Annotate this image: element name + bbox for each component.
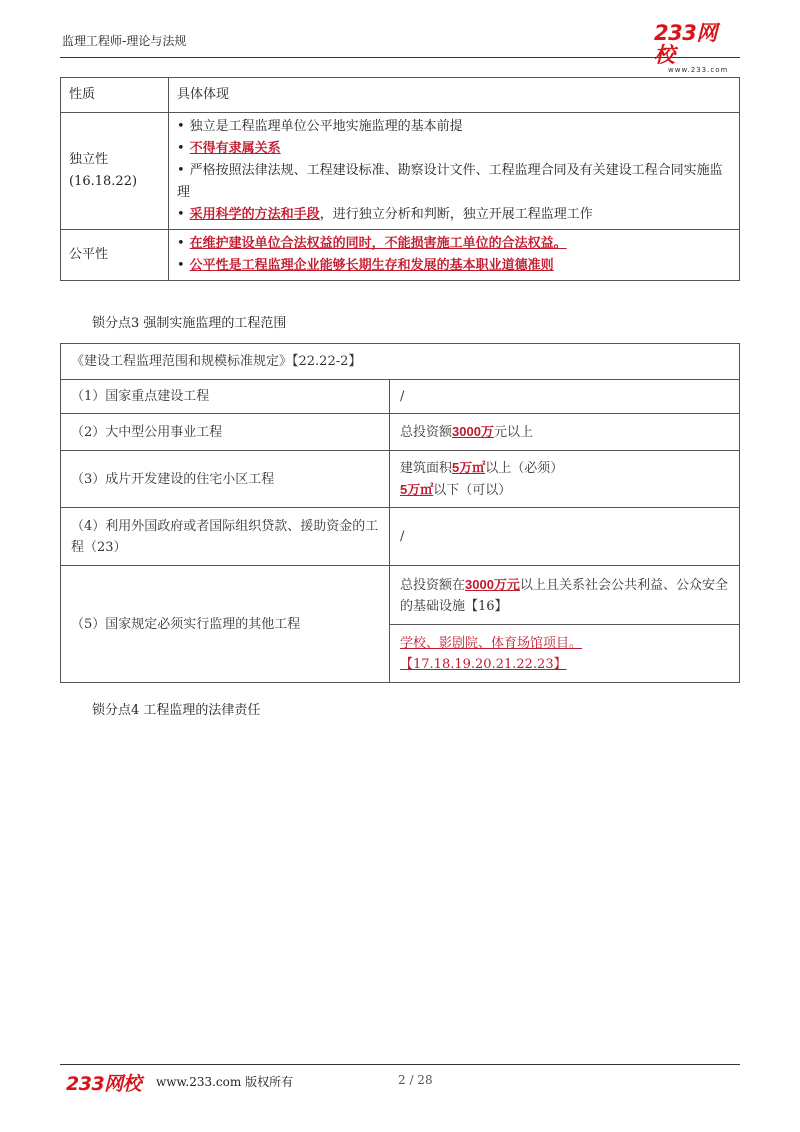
nature-table [60, 77, 740, 281]
list-item [177, 233, 731, 255]
bullet-icon: • [177, 163, 185, 178]
table-row [61, 380, 740, 414]
table-row-independence [61, 113, 740, 230]
list-item [177, 138, 731, 160]
bullet-text: ，进行独立分析和判断，独立开展工程监理工作 [319, 207, 593, 222]
table-title-row [61, 344, 740, 380]
scope-value: / [390, 380, 740, 414]
value-text: 总投资额 [400, 425, 453, 440]
page-footer [60, 1064, 740, 1104]
value-text: 总投资额在 [400, 577, 466, 593]
scope-value-cell [390, 566, 740, 625]
list-item [177, 116, 731, 138]
independence-detail-cell [169, 113, 740, 230]
value-line [400, 457, 729, 479]
logo-text: 233网校 [654, 21, 717, 67]
bullet-text: 独立是工程监理单位公平地实施监理的基本前提 [189, 119, 463, 134]
bullet-icon: • [177, 207, 185, 222]
highlight-text: 不得有隶属关系 [189, 141, 281, 156]
bullet-icon: • [177, 258, 185, 273]
header-title: 监理工程师-理论与法规 [62, 34, 187, 48]
highlight-years: 【17.18.19.20.21.22.23】 [400, 656, 567, 672]
highlight-text: 学校、影剧院、体育场馆项目。 [400, 635, 583, 651]
table-row [61, 508, 740, 566]
value-text: 元以上 [493, 425, 533, 440]
scope-value: / [390, 508, 740, 566]
page-number: 2 / 28 [398, 1073, 433, 1087]
section-heading-4: 锁分点4 工程监理的法律责任 [92, 703, 261, 718]
brand-logo[interactable] [654, 21, 734, 74]
fairness-detail-cell [169, 230, 740, 281]
highlight-area: 5万㎡ [452, 460, 486, 475]
logo-url: www.233.com [668, 66, 729, 74]
value-text: 建筑面积 [400, 461, 453, 476]
value-text: 以上（必须） [485, 461, 564, 476]
highlight-area: 5万㎡ [400, 482, 434, 497]
bullet-icon: • [177, 119, 185, 134]
value-line [400, 479, 729, 501]
list-item [177, 255, 731, 277]
scope-value-cell [390, 451, 740, 508]
highlight-text: 公平性是工程监理企业能够长期生存和发展的基本职业道德准则 [189, 258, 554, 273]
copyright-text: www.233.com 版权所有 [156, 1075, 294, 1089]
section-heading-3: 锁分点3 强制实施监理的工程范围 [92, 316, 287, 331]
table-row [61, 451, 740, 508]
header-cell: 具体体现 [169, 78, 740, 113]
list-item [177, 204, 731, 226]
scope-item: （5）国家规定必须实行监理的其他工程 [61, 566, 390, 683]
table-title: 《建设工程监理范围和规模标准规定》【22.22-2】 [61, 344, 740, 380]
fairness-label: 公平性 [61, 230, 169, 281]
independence-label-cell [61, 113, 169, 230]
highlight-text: 采用科学的方法和手段 [189, 207, 320, 222]
value-text: 以下（可以） [433, 483, 512, 498]
table-row [61, 566, 740, 625]
scope-value-cell [390, 625, 740, 683]
footer-logo[interactable]: 233网校 [66, 1073, 142, 1095]
scope-item: （3）成片开发建设的住宅小区工程 [61, 451, 390, 508]
scope-item: （2）大中型公用事业工程 [61, 414, 390, 451]
bullet-icon: • [177, 141, 185, 156]
bullet-icon: • [177, 236, 185, 251]
scope-item: （4）利用外国政府或者国际组织贷款、援助资金的工程（23） [61, 508, 390, 566]
bullet-text: 严格按照法律法规、工程建设标准、勘察设计文件、工程监理合同及有关建设工程合同实施监理 [177, 163, 723, 200]
scope-item: （1）国家重点建设工程 [61, 380, 390, 414]
highlight-text: 在维护建设单位合法权益的同时，不能损害施工单位的合法权益。 [189, 236, 567, 251]
highlight-amount: 3000万 [452, 424, 494, 439]
value-text: 以上且关系社会公共利益、公众安全的基础设施【16】 [400, 577, 728, 614]
table-row-fairness [61, 230, 740, 281]
independence-years: (16.18.22) [69, 174, 138, 189]
scope-value-cell [390, 414, 740, 451]
independence-label: 独立性 [69, 152, 109, 167]
page-header [60, 21, 740, 74]
table-row [61, 78, 740, 113]
table-row [61, 414, 740, 451]
highlight-amount: 3000万元 [465, 576, 520, 592]
scope-table [60, 343, 740, 683]
header-cell: 性质 [61, 78, 169, 113]
list-item [177, 160, 731, 204]
